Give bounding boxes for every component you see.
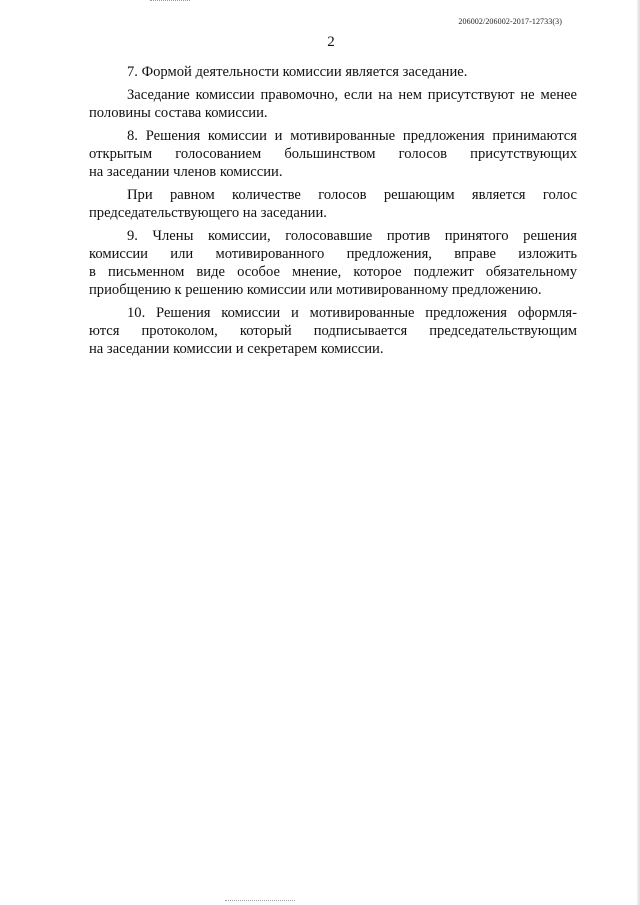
paragraph-line: 7. Формой деятельности комиссии является заседание.	[127, 64, 468, 80]
scan-artifact-top	[150, 0, 190, 3]
paragraph-line: на заседании членов комиссии.	[89, 164, 283, 180]
scan-artifact-bottom	[225, 900, 295, 903]
paragraph-8-tie	[89, 186, 577, 222]
page-number: 2	[327, 34, 335, 50]
paragraph-line: на заседании комиссии и секретарем комиссии.	[89, 341, 384, 357]
document-id: 206002/206002-2017-12733(3)	[458, 17, 562, 26]
paragraph-7	[89, 63, 577, 81]
paragraph-line: приобщению к решению комиссии или мотивированному предложению.	[89, 282, 542, 298]
paragraph-line: 8. Решения комиссии и мотивированные предложения принимаются	[127, 128, 577, 144]
paragraph-line: 9. Члены комиссии, голосовавшие против принятого решения	[127, 228, 577, 244]
paragraph-line: комиссии или мотивированного предложения, вправе изложить	[89, 246, 577, 262]
paragraph-line: ются протоколом, который подписывается председательствующим	[89, 323, 577, 339]
paragraph-line: 10. Решения комиссии и мотивированные предложения оформля-	[127, 305, 577, 321]
paragraph-line: половины состава комиссии.	[89, 105, 268, 121]
document-body	[89, 63, 577, 363]
paragraph-8	[89, 127, 577, 181]
paragraph-line: председательствующего на заседании.	[89, 205, 327, 221]
paragraph-10	[89, 304, 577, 358]
paragraph-line: открытым голосованием большинством голосов присутствующих	[89, 146, 577, 162]
paragraph-line: в письменном виде особое мнение, которое подлежит обязательному	[89, 264, 577, 280]
paragraph-9	[89, 227, 577, 299]
paragraph-7-quorum	[89, 86, 577, 122]
paragraph-line: При равном количестве голосов решающим является голос	[127, 187, 577, 203]
paragraph-line: Заседание комиссии правомочно, если на нем присутствуют не менее	[127, 87, 577, 103]
